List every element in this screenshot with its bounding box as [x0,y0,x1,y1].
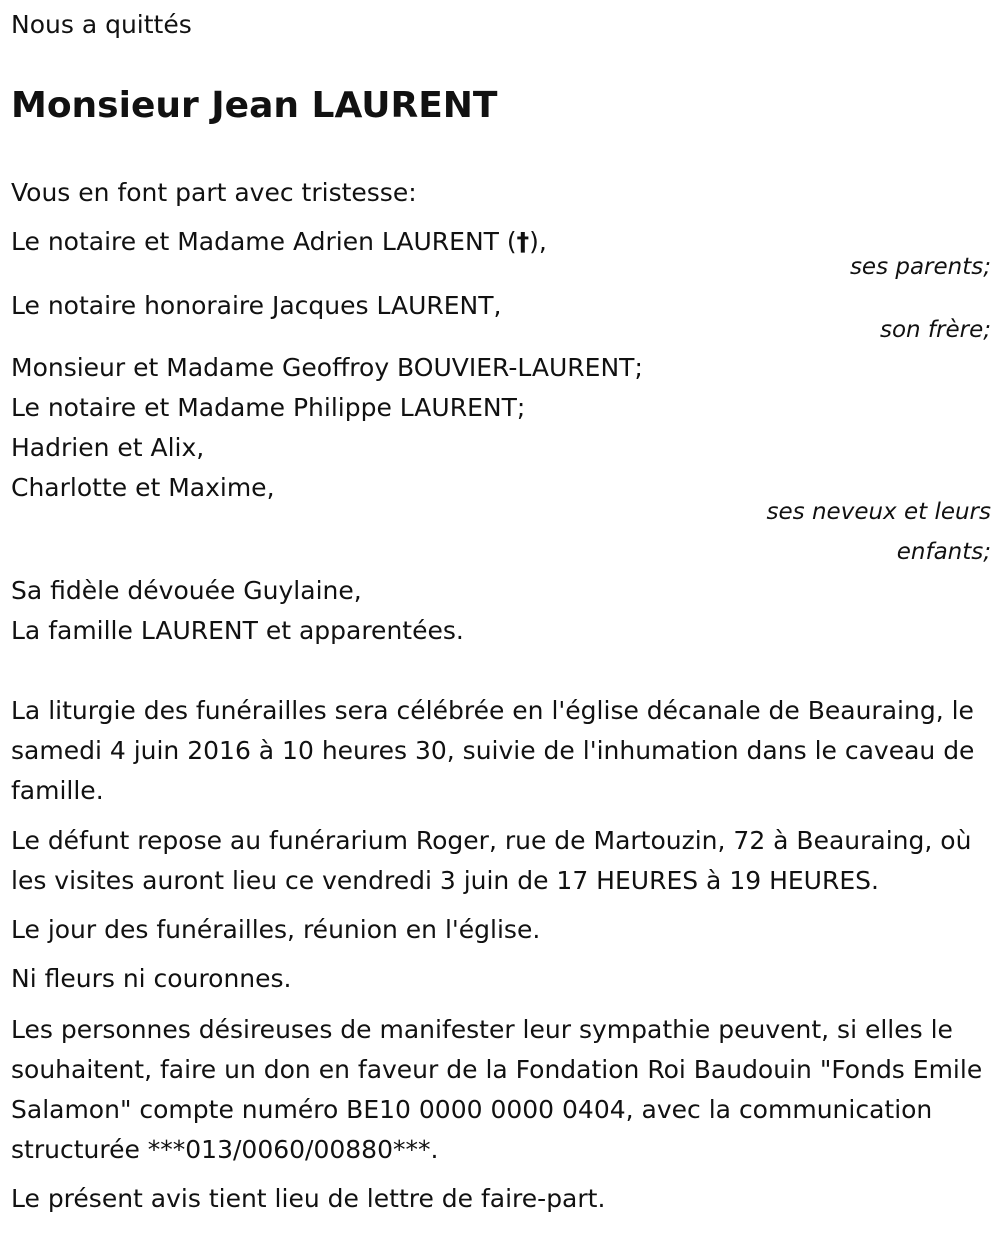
extended-family-line: La famille LAURENT et apparentées. [11,616,464,645]
brother-relation: son frère; [879,317,991,343]
companion-line: Sa fidèle dévouée Guylaine, [11,576,362,605]
nephews-relation-line1: ses neveux et leurs [766,499,991,525]
nephew-line: Charlotte et Maxime, [11,473,275,502]
deceased-name: Monsieur Jean LAURENT [11,85,498,126]
flowers-paragraph: Ni fleurs ni couronnes. [11,964,292,993]
nephew-line: Monsieur et Madame Geoffroy BOUVIER-LAURENT; [11,353,643,382]
brother-line: Le notaire honoraire Jacques LAURENT, [11,291,502,320]
closing-paragraph: Le présent avis tient lieu de lettre de faire-part. [11,1184,606,1213]
parents-line [11,225,547,259]
nephew-line: Hadrien et Alix, [11,433,205,462]
parents-prefix: Le notaire et Madame Adrien LAURENT ( [11,227,517,256]
cross-icon: † [516,227,530,256]
parents-suffix: ), [529,227,547,256]
donation-paragraph: Les personnes désireuses de manifester leur sympathie peuvent, si elles le souhaitent, faire un don en faveur de la Fondation Roi Baudouin "Fonds Emile Salamon" compte numéro BE10 0000 0000 0404, avec la communication structurée ***013/0060/00880***. [11,1015,983,1164]
parents-relation: ses parents; [849,254,991,280]
announcement-text: Vous en font part avec tristesse: [11,178,417,207]
liturgy-paragraph: La liturgie des funérailles sera célébrée en l'église décanale de Beauraing, le samedi 4 juin 2016 à 10 heures 30, suivie de l'inhumation dans le caveau de famille. [11,696,975,805]
nephews-relation-line2: enfants; [896,539,991,565]
intro-text: Nous a quittés [11,10,192,39]
nephew-line: Le notaire et Madame Philippe LAURENT; [11,393,526,422]
meeting-paragraph: Le jour des funérailles, réunion en l'église. [11,915,541,944]
rest-paragraph: Le défunt repose au funérarium Roger, rue de Martouzin, 72 à Beauraing, où les visites auront lieu ce vendredi 3 juin de 17 HEURES à 19 HEURES. [11,826,972,895]
